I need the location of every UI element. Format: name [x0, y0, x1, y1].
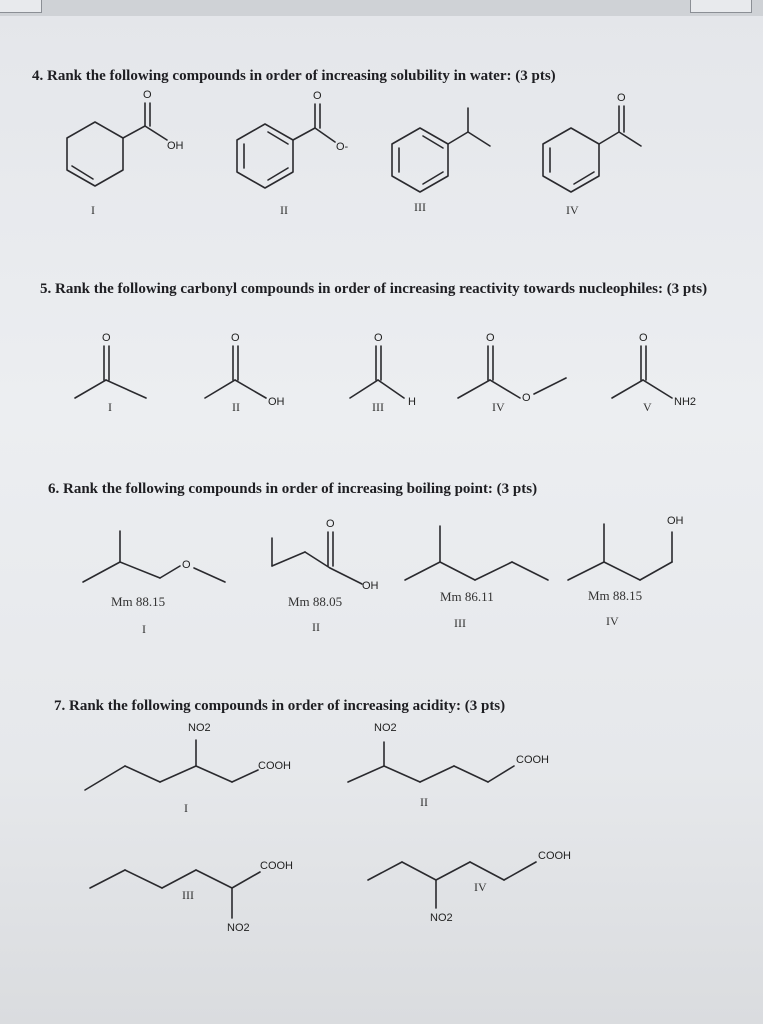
q4-compound-2-structure — [237, 104, 335, 188]
q4-label-3: III — [414, 200, 426, 214]
q7-1-no2-label: NO2 — [188, 722, 211, 734]
q6-2-o-label: O — [326, 518, 335, 530]
q7-compound-3-structure — [90, 870, 260, 918]
q4-1-oh-label: OH — [167, 140, 184, 152]
q6-mass-2: Mm 88.05 — [288, 594, 343, 609]
q6-mass-3: Mm 86.11 — [440, 589, 494, 604]
q4-label-1: I — [91, 203, 95, 217]
q4-compound-3-structure — [392, 108, 490, 192]
q6-compound-2-structure — [272, 532, 362, 584]
q5-5-nh2-label: NH2 — [674, 396, 697, 408]
q7-compound-2-structure — [348, 742, 514, 782]
q4-2-ominus-label: O- — [336, 141, 349, 153]
q5-compound-3-structure — [350, 346, 404, 398]
q5-4-o-label: O — [486, 332, 495, 344]
q5-5-o-label: O — [639, 332, 648, 344]
q7-3-cooh-label: COOH — [260, 860, 293, 872]
q4-label-2: II — [280, 203, 288, 217]
q7-label-3: III — [182, 888, 194, 902]
q7-2-cooh-label: COOH — [516, 754, 549, 766]
q5-4-oester-label: O — [522, 392, 531, 404]
q6-2-oh-label: OH — [362, 580, 379, 592]
q7-compound-1-structure — [85, 740, 258, 790]
q5-1-o-label: O — [102, 332, 111, 344]
q6-label-4: IV — [606, 614, 619, 628]
q6-compound-1-structure — [83, 531, 225, 582]
q7-label-2: II — [420, 795, 428, 809]
q7-4-cooh-label: COOH — [538, 850, 571, 862]
q6-label-1: I — [142, 622, 146, 636]
q6-label-2: II — [312, 620, 320, 634]
q7-1-cooh-label: COOH — [258, 760, 291, 772]
q5-3-o-label: O — [374, 332, 383, 344]
question-7-text: 7. Rank the following compounds in order of increasing acidity: (3 pts) — [54, 698, 506, 714]
q4-compound-1-structure — [67, 103, 167, 186]
q5-label-3: III — [372, 400, 384, 414]
question-6-text: 6. Rank the following compounds in order of increasing boiling point: (3 pts) — [48, 481, 538, 497]
q5-2-oh-label: OH — [268, 396, 285, 408]
q7-compound-4-structure — [368, 862, 536, 908]
q5-compound-4-structure — [458, 346, 566, 398]
q6-label-3: III — [454, 616, 466, 630]
q7-3-no2-label: NO2 — [227, 922, 250, 934]
q5-label-2: II — [232, 400, 240, 414]
q4-1-o-label: O — [143, 89, 152, 101]
q4-label-4: IV — [566, 203, 579, 217]
q6-4-oh-label: OH — [667, 515, 684, 527]
q6-mass-1: Mm 88.15 — [111, 594, 166, 609]
q7-4-no2-label: NO2 — [430, 912, 453, 924]
q6-1-o-label: O — [182, 559, 191, 571]
q4-compound-4-structure — [543, 106, 641, 192]
q7-2-no2-label: NO2 — [374, 722, 397, 734]
q6-compound-4-structure — [568, 524, 672, 580]
question-5-text: 5. Rank the following carbonyl compounds in order of increasing reactivity towards nucleophiles: (3 pts) — [40, 281, 708, 297]
q6-mass-4: Mm 88.15 — [588, 588, 643, 603]
q5-label-5: V — [643, 400, 652, 414]
q5-2-o-label: O — [231, 332, 240, 344]
q5-3-h-label: H — [408, 396, 416, 408]
q5-compound-2-structure — [205, 346, 266, 398]
question-4-text: 4. Rank the following compounds in order of increasing solubility in water: (3 pts) — [32, 68, 556, 84]
q5-compound-1-structure — [75, 346, 146, 398]
q4-4-o-label: O — [617, 92, 626, 104]
q7-label-4: IV — [474, 880, 487, 894]
q5-label-4: IV — [492, 400, 505, 414]
q7-label-1: I — [184, 801, 188, 815]
q6-compound-3-structure — [405, 526, 548, 580]
q5-compound-5-structure — [612, 346, 672, 398]
q4-2-o-label: O — [313, 90, 322, 102]
q5-label-1: I — [108, 400, 112, 414]
